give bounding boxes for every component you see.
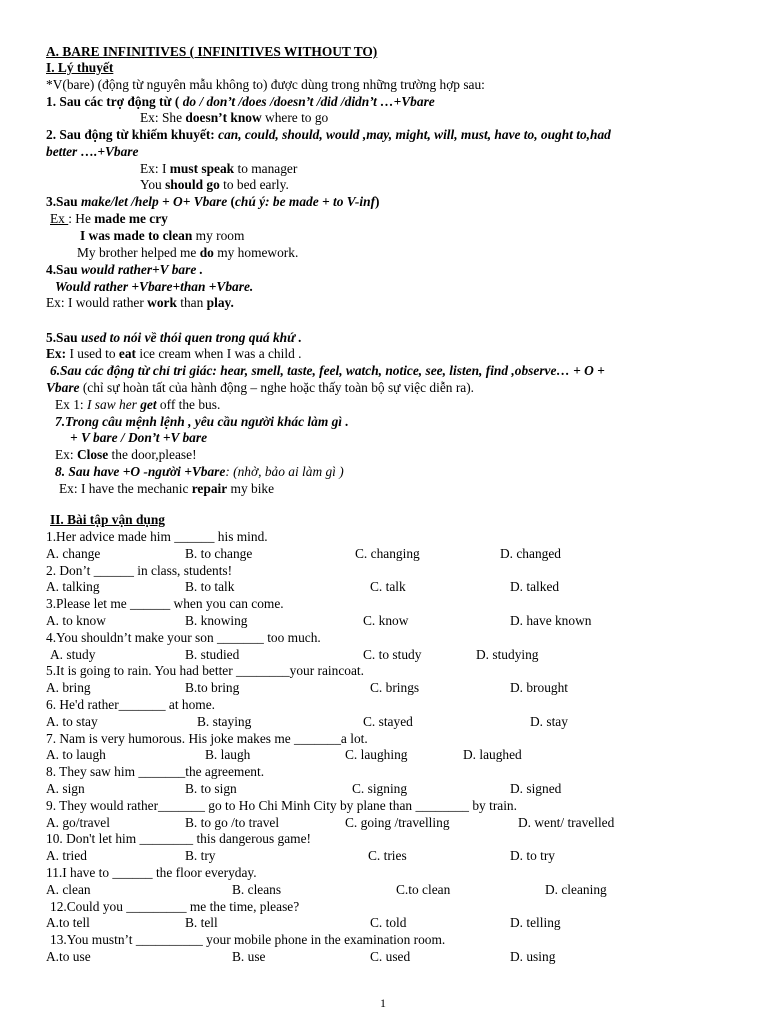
question-13: 13.You mustn’t __________ your mobile phone in the examination room. [50, 932, 446, 948]
question-12-option-a: A.to tell [46, 915, 90, 931]
question-12-option-c: C. told [370, 915, 407, 931]
question-4-option-d: D. studying [476, 646, 539, 662]
question-11-option-b: B. cleans [232, 881, 282, 897]
question-5-option-a: A. bring [46, 680, 91, 696]
rule-7-cont: + V bare / Don’t +V bare [70, 430, 208, 445]
rule-1: 1. Sau các trợ động từ ( do / don’t /does /doesn’t /did /didn’t …+Vbare [46, 94, 435, 109]
rule-4-cont: Would rather +Vbare+than +Vbare. [55, 279, 254, 294]
question-7: 7. Nam is very humorous. His joke makes me _______a lot. [46, 730, 368, 746]
section-title: A. BARE INFINITIVES ( INFINITIVES WITHOUT TO) [46, 44, 378, 59]
question-9-option-b: B. to go /to travel [185, 814, 280, 830]
rule-2-cont: better ….+Vbare [46, 144, 139, 159]
question-1-option-a: A. change [46, 545, 101, 561]
rule-2-example-1: Ex: I must speak to manager [140, 161, 298, 176]
question-1-option-b: B. to change [185, 545, 253, 561]
question-7-option-b: B. laugh [205, 747, 251, 763]
question-12: 12.Could you _________ me the time, please? [50, 898, 300, 914]
rule-5-example: Ex: I used to eat ice cream when I was a child . [46, 346, 302, 361]
question-2: 2. Don’t ______ in class, students! [46, 562, 233, 578]
question-1: 1.Her advice made him ______ his mind. [46, 529, 268, 544]
exercise-heading: II. Bài tập vận dụng [50, 512, 165, 527]
question-3-option-a: A. to know [46, 613, 106, 628]
rule-3-example-3: My brother helped me do my homework. [77, 245, 299, 260]
rule-7: 7.Trong câu mệnh lệnh , yêu cầu người khác làm gì . [55, 414, 349, 429]
question-9-option-a: A. go/travel [46, 814, 110, 830]
question-6: 6. He'd rather_______ at home. [46, 697, 216, 712]
rule-6: 6.Sau các động từ chỉ tri giác: hear, smell, taste, feel, watch, notice, see, listen, find ,observe… + O + [50, 363, 605, 378]
question-3-option-c: C. know [363, 613, 409, 628]
question-2-option-a: A. talking [46, 579, 100, 595]
question-9-option-c: C. going /travelling [345, 814, 450, 830]
question-6-option-c: C. stayed [363, 713, 413, 729]
question-3: 3.Please let me ______ when you can come. [46, 596, 284, 612]
question-5-option-b: B.to bring [185, 680, 240, 696]
question-10-option-c: C. tries [368, 848, 407, 864]
question-4-option-a: A. study [50, 646, 96, 662]
question-6-option-a: A. to stay [46, 713, 98, 729]
question-10-option-d: D. to try [510, 848, 556, 864]
question-11-option-c: C.to clean [396, 881, 451, 897]
question-13-option-b: B. use [232, 949, 266, 964]
rule-7-example: Ex: Close the door,please! [55, 447, 197, 462]
question-5-option-c: C. brings [370, 680, 420, 696]
question-13-option-d: D. using [510, 949, 556, 964]
theory-heading: I. Lý thuyết [46, 60, 114, 75]
rule-2-example-2: You should go to bed early. [140, 177, 289, 192]
rule-2: 2. Sau động từ khiếm khuyết: can, could, should, would ,may, might, will, must, have to, ought to,had [46, 127, 611, 142]
question-8-option-d: D. signed [510, 781, 562, 796]
question-11-option-d: D. cleaning [545, 881, 607, 897]
question-8-option-b: B. to sign [185, 781, 237, 796]
page-number: 1 [380, 996, 386, 1010]
question-1-option-d: D. changed [500, 545, 561, 561]
rule-3: 3.Sau make/let /help + O+ Vbare (chú ý: be made + to V-inf) [46, 194, 380, 209]
rule-6-example: Ex 1: I saw her get off the bus. [55, 397, 221, 412]
question-6-option-b: B. staying [197, 713, 252, 729]
question-7-option-a: A. to laugh [46, 747, 106, 763]
theory-intro: *V(bare) (động từ nguyên mẫu không to) được dùng trong những trường hợp sau: [46, 77, 485, 92]
rule-3-example-2: I was made to clean my room [80, 228, 245, 243]
question-12-option-d: D. telling [510, 915, 561, 931]
question-10: 10. Don't let him ________ this dangerous game! [46, 831, 311, 847]
rule-1-example: Ex: She doesn’t know where to go [140, 110, 329, 125]
question-4: 4.You shouldn’t make your son _______ too much. [46, 629, 321, 645]
rule-5: 5.Sau used to nói về thói quen trong quá khứ . [46, 330, 302, 345]
question-11: 11.I have to ______ the floor everyday. [46, 865, 257, 880]
rule-4: 4.Sau would rather+V bare . [46, 262, 203, 277]
rule-8: 8. Sau have +O -người +Vbare: (nhờ, bảo ai làm gì ) [55, 464, 344, 479]
question-9: 9. They would rather_______ go to Ho Chi Minh City by plane than ________ by train. [46, 797, 517, 813]
question-9-option-d: D. went/ travelled [518, 814, 615, 830]
rule-4-example: Ex: I would rather work than play. [46, 295, 234, 310]
question-8: 8. They saw him _______the agreement. [46, 764, 265, 780]
question-10-option-b: B. try [185, 848, 216, 864]
question-2-option-d: D. talked [510, 579, 560, 595]
question-13-option-c: C. used [370, 949, 411, 964]
question-8-option-c: C. signing [352, 781, 408, 796]
rule-8-example: Ex: I have the mechanic repair my bike [59, 481, 275, 496]
question-7-option-d: D. laughed [463, 747, 522, 763]
rule-3-example-1: Ex : He made me cry [50, 211, 168, 226]
question-4-option-b: B. studied [185, 646, 240, 662]
question-3-option-b: B. knowing [185, 613, 248, 628]
question-5-option-d: D. brought [510, 680, 569, 696]
question-4-option-c: C. to study [363, 646, 422, 662]
question-11-option-a: A. clean [46, 881, 91, 897]
question-6-option-d: D. stay [530, 713, 568, 729]
question-3-option-d: D. have known [510, 613, 592, 628]
question-13-option-a: A.to use [46, 949, 91, 964]
question-8-option-a: A. sign [46, 781, 85, 796]
question-1-option-c: C. changing [355, 545, 420, 561]
question-12-option-b: B. tell [185, 915, 218, 931]
question-2-option-c: C. talk [370, 579, 406, 595]
rule-6-cont: Vbare (chỉ sự hoàn tất của hành động – nghe hoặc thấy toàn bộ sự việc diễn ra). [46, 380, 475, 395]
question-7-option-c: C. laughing [345, 747, 408, 763]
question-2-option-b: B. to talk [185, 579, 235, 595]
question-10-option-a: A. tried [46, 848, 87, 864]
question-5: 5.It is going to rain. You had better ________your raincoat. [46, 663, 364, 679]
